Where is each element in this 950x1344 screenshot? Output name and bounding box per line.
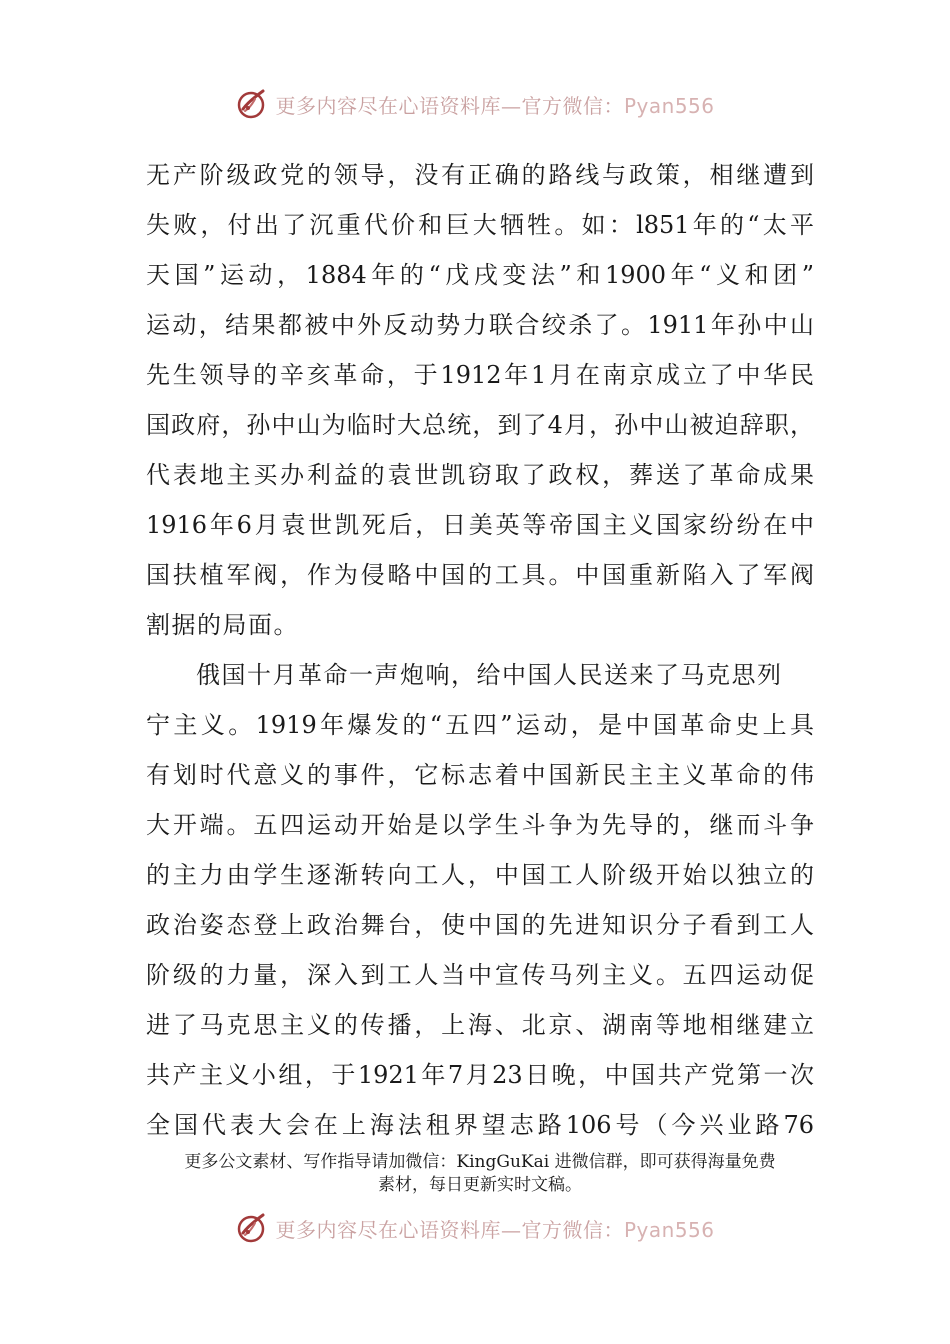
header-banner-text: 更多内容尽在心语资料库—官方微信：Pyan556 [275, 93, 715, 118]
body-line: 大开端。五四运动开始是以学生斗争为先导的，继而斗争 [146, 811, 814, 839]
header-banner [0, 84, 950, 124]
footer-note-line: 素材，每日更新实时文稿。 [378, 1175, 582, 1195]
body-line: 国扶植军阀，作为侵略中国的工具。中国重新陷入了军阀 [146, 561, 814, 589]
footer-note [146, 1151, 814, 1197]
body-line: 宁主义。1919年爆发的“五四”运动，是中国革命史上具 [146, 711, 814, 739]
body-line: 先生领导的辛亥革命，于1912年1月在南京成立了中华民 [146, 361, 814, 389]
document-body [146, 150, 814, 1150]
body-line: 失败，付出了沉重代价和巨大牺牲。如：l851年的“太平 [146, 211, 814, 239]
body-line: 进了马克思主义的传播，上海、北京、湖南等地相继建立 [146, 1011, 814, 1039]
body-line: 天国”运动，1884年的“戊戌变法”和1900年“义和团” [146, 261, 814, 289]
body-line: 阶级的力量，深入到工人当中宣传马列主义。五四运动促 [146, 961, 814, 989]
body-line: 共产主义小组，于1921年7月23日晚，中国共产党第一次 [146, 1061, 814, 1089]
body-line: 的主力由学生逐渐转向工人，中国工人阶级开始以独立的 [146, 861, 814, 889]
body-line: 割据的局面。 [146, 611, 299, 639]
body-line: 运动，结果都被中外反动势力联合绞杀了。1911年孙中山 [146, 311, 814, 339]
body-line: 无产阶级政党的领导，没有正确的路线与政策，相继遭到 [146, 161, 814, 189]
body-line: 国政府，孙中山为临时大总统，到了4月，孙中山被迫辞职， [146, 411, 814, 439]
footer-banner-text: 更多内容尽在心语资料库—官方微信：Pyan556 [275, 1217, 715, 1242]
brush-logo-icon [235, 87, 269, 121]
footer-banner [0, 1208, 950, 1248]
paragraph-start-line: 俄国十月革命一声炮响，给中国人民送来了马克思列 [196, 661, 783, 689]
body-line: 政治姿态登上政治舞台，使中国的先进知识分子看到工人 [146, 911, 814, 939]
body-line: 1916年6月袁世凯死后，日美英等帝国主义国家纷纷在中 [146, 511, 814, 539]
body-line: 有划时代意义的事件，它标志着中国新民主主义革命的伟 [146, 761, 814, 789]
brush-logo-icon [235, 1211, 269, 1245]
body-line: 代表地主买办利益的袁世凯窃取了政权，葬送了革命成果 [146, 461, 814, 489]
footer-note-line: 更多公文素材、写作指导请加微信：KingGuKai 进微信群，即可获得海量免费 [184, 1152, 776, 1172]
body-line: 全国代表大会在上海法租界望志路106号（今兴业路76 [146, 1111, 814, 1139]
